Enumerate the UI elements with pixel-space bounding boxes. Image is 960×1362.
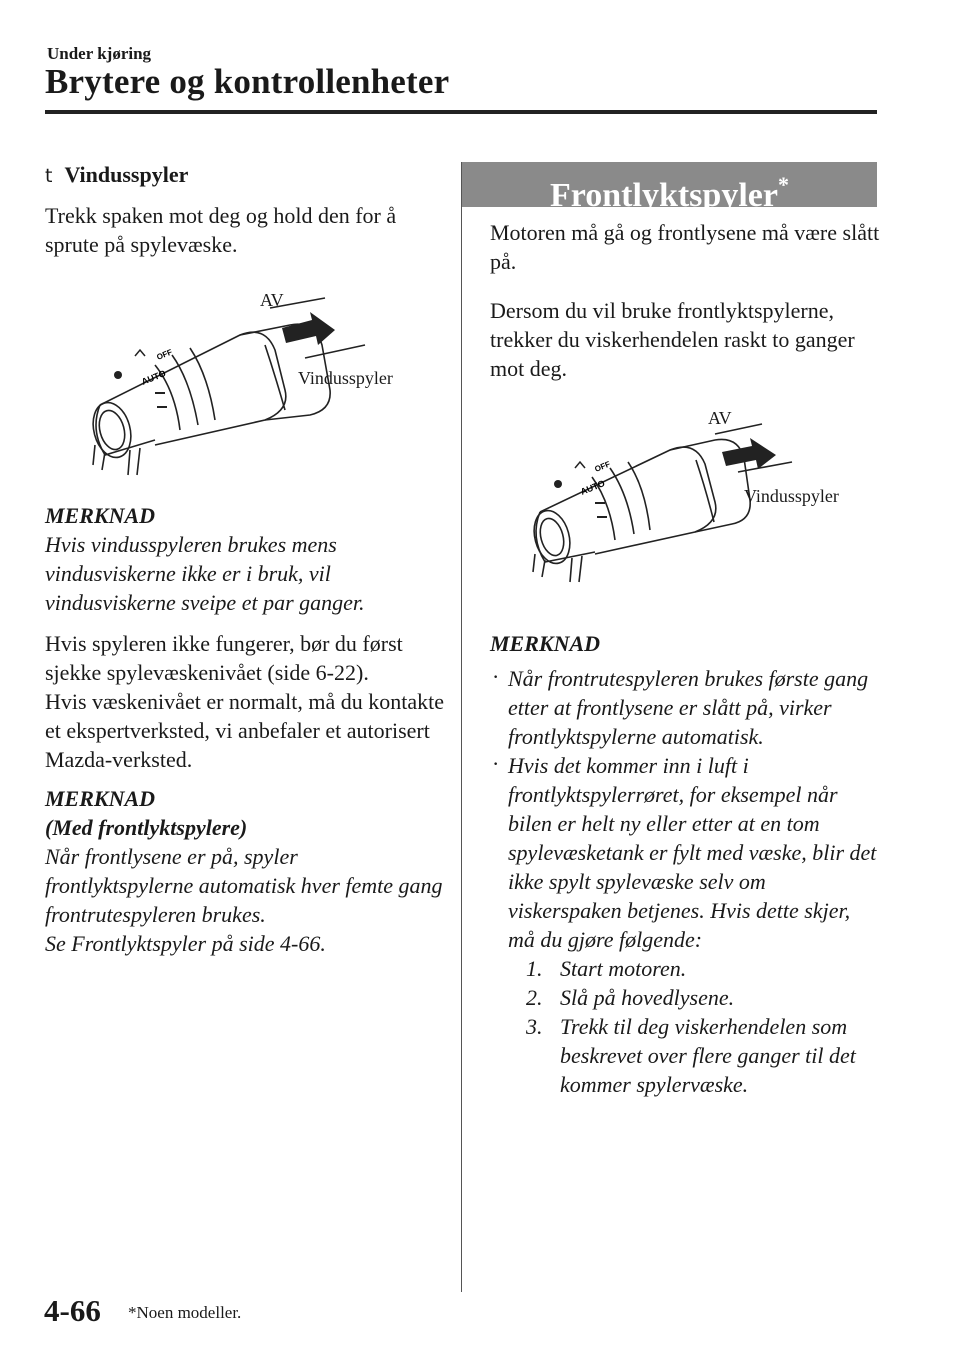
label-washer: Vindusspyler bbox=[298, 368, 393, 388]
pull-direction-arrow-icon bbox=[722, 438, 776, 469]
paragraph: Motoren må gå og frontlysene må være slått på. bbox=[490, 220, 880, 274]
subheading-marker-icon: t bbox=[45, 165, 53, 187]
label-off: AV bbox=[708, 408, 732, 428]
up-chevron-icon bbox=[575, 462, 585, 468]
label-washer: Vindusspyler bbox=[744, 486, 839, 506]
pull-direction-arrow-icon bbox=[282, 312, 335, 345]
washer-symbol-icon bbox=[554, 480, 562, 488]
washer-symbol-icon bbox=[114, 371, 122, 379]
banner-title: Frontlyktspyler bbox=[550, 177, 778, 214]
auto-marking: AUTO bbox=[579, 478, 607, 497]
list-item: 3. Trekk til deg viskerhendelen som beskrevet over flere ganger til det kommer spylervæske. bbox=[526, 1014, 856, 1097]
off-marking: OFF bbox=[593, 459, 612, 474]
up-chevron-icon bbox=[135, 350, 145, 356]
list-item bbox=[490, 664, 880, 751]
washer-intro: Trekk spaken mot deg og hold den for å sprute på spylevæske. bbox=[45, 203, 397, 257]
right-column bbox=[490, 218, 880, 1099]
bullet-text: Hvis det kommer inn i luft i frontlyktspylerrøret, for eksempel når bilen er helt ny eller etter at en tom spylevæsketank er fylt med væske, blir det ikke spylt spylevæske selv om viskerspaken betjenes. Hvis dette skjer, må du gjøre følgende: bbox=[508, 753, 877, 952]
auto-marking: AUTO bbox=[140, 368, 168, 387]
label-off: AV bbox=[260, 290, 284, 310]
bullet-text: Når frontrutespyleren brukes første gang etter at frontlysene er slått på, virker frontlyktspylerne automatisk. bbox=[508, 666, 869, 749]
subheading-text: Vindusspyler bbox=[64, 162, 189, 187]
wiper-lever-illustration bbox=[60, 280, 440, 485]
note-bullets bbox=[490, 664, 880, 1099]
subheading-washer bbox=[45, 160, 445, 191]
paragraph: Hvis væskenivået er normalt, må du kontakte et ekspertverksted, vi anbefaler et autorisert Mazda-verksted. bbox=[45, 689, 444, 772]
steps-list bbox=[508, 954, 880, 1099]
list-item: 1. Start motoren. bbox=[526, 956, 687, 981]
footnote: *Noen modeller. bbox=[128, 1303, 242, 1322]
bullet-icon: · bbox=[492, 664, 500, 689]
paragraph: Hvis spyleren ikke fungerer, bør du først sjekke spylevæskenivået (side 6-22). bbox=[45, 631, 403, 685]
off-marking: OFF bbox=[155, 347, 174, 362]
bullet-icon: · bbox=[492, 751, 500, 776]
header-rule bbox=[45, 110, 877, 114]
section-label: Under kjøring bbox=[47, 44, 152, 63]
note-text: Hvis vindusspyleren brukes mens vindusviskerne ikke er i bruk, vil vindusviskerne sveipe et par ganger. bbox=[45, 532, 365, 615]
note-text: Når frontlysene er på, spyler frontlyktspylerne automatisk hver femte gang frontrutespyleren brukes. bbox=[45, 844, 443, 927]
note-heading: MERKNAD bbox=[45, 786, 156, 811]
note-subheading: (Med frontlyktspylere) bbox=[45, 815, 248, 840]
section-banner bbox=[462, 162, 877, 214]
paragraph: Dersom du vil bruke frontlyktspylerne, trekker du viskerhendelen raskt to ganger mot deg. bbox=[490, 298, 855, 381]
list-item bbox=[490, 751, 880, 1099]
note-reference: Se Frontlyktspyler på side 4-66. bbox=[45, 931, 326, 956]
page-number: 4-66 bbox=[44, 1293, 101, 1328]
page-title: Brytere og kontrollenheter bbox=[45, 62, 450, 101]
banner-footnote-star: * bbox=[777, 172, 789, 197]
column-divider bbox=[461, 162, 462, 1292]
headlamp-washer-lever-illustration bbox=[500, 402, 860, 597]
note-heading: MERKNAD bbox=[45, 503, 156, 528]
note-heading: MERKNAD bbox=[490, 631, 601, 656]
list-item: 2. Slå på hovedlysene. bbox=[526, 985, 735, 1010]
